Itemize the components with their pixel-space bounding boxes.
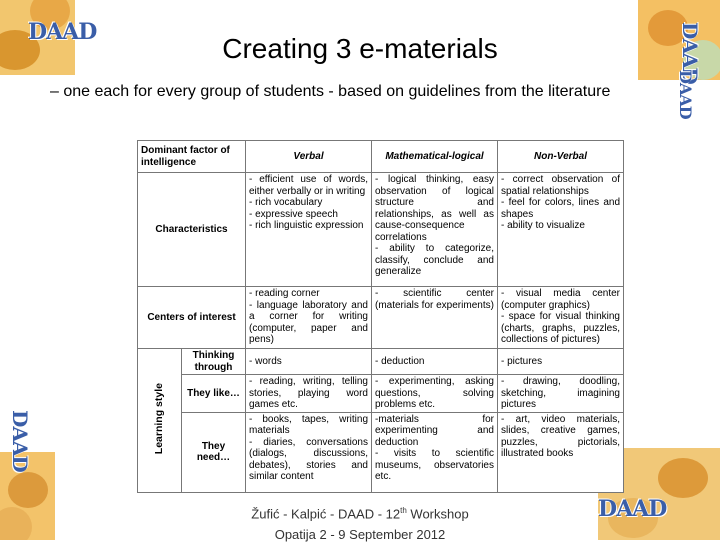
cell-need-verbal: - books, tapes, writing materials - diaries, conversations (dialogs, discussions, debates), stories and similar content (246, 412, 372, 492)
row-label-like: They like… (182, 375, 246, 413)
cell-like-nonverbal: - drawing, doodling, sketching, imagining pictures (498, 375, 624, 413)
daad-logo-right-second: DAAD (676, 70, 695, 119)
daad-logo-bottom-right: DAAD (598, 496, 667, 522)
cell-centers-verbal: - reading corner - language laboratory and a corner for writing (computer, paper and pens) (246, 287, 372, 349)
footer-line-2: Opatija 2 - 9 September 2012 (274, 527, 446, 543)
table-row-need (138, 412, 624, 492)
daad-logo-bottom-left: DAAD (8, 410, 32, 472)
header-non-verbal: Non-Verbal (498, 141, 624, 173)
cell-characteristics-verbal: - efficient use of words, either verbally or in writing - rich vocabulary - expressive speech - rich linguistic expression (246, 173, 372, 287)
daad-logo-top-left: DAAD (28, 19, 97, 45)
daad-logo-top-right: DAAD (678, 22, 702, 84)
cell-thinking-math: - deduction (372, 349, 498, 375)
header-math-logical: Mathematical-logical (372, 141, 498, 173)
cell-thinking-nonverbal: - pictures (498, 349, 624, 375)
cell-centers-nonverbal: - visual media center (computer graphics) - space for visual thinking (charts, graphs, puzzles, collections of pictures) (498, 287, 624, 349)
table-row-like (138, 375, 624, 413)
header-verbal: Verbal (246, 141, 372, 173)
row-label-thinking: Thinking through (182, 349, 246, 375)
cell-centers-math: - scientific center (materials for experiments) (372, 287, 498, 349)
cell-like-verbal: - reading, writing, telling stories, playing word games etc. (246, 375, 372, 413)
learning-style-label: Learning style (152, 382, 165, 455)
table-row-centers (138, 287, 624, 349)
cell-need-nonverbal: - art, video materials, slides, creative games, puzzles, pictorials, illustrated books (498, 412, 624, 492)
table-header-row (138, 141, 624, 173)
header-dominant-factor: Dominant factor of intelligence (138, 141, 246, 173)
footer-line-1 (210, 500, 510, 524)
footer-authors: Žufić - Kalpić - DAAD - 12 (251, 506, 401, 522)
row-label-need: They need… (182, 412, 246, 492)
slide-subtitle: – one each for every group of students - based on guidelines from the literature (50, 83, 611, 100)
table-row-thinking (138, 349, 624, 375)
intelligence-table (137, 140, 624, 493)
slide-title: Creating 3 e-materials (222, 33, 498, 64)
slide-footer (210, 500, 510, 545)
row-label-centers: Centers of interest (138, 287, 246, 349)
cell-thinking-verbal: - words (246, 349, 372, 375)
footer-superscript: th (400, 506, 407, 515)
cell-characteristics-math: - logical thinking, easy observation of logical structure and relationships, as well as cause-consequence correlations - ability to categorize, classify, conclude and generalize (372, 173, 498, 287)
table-row-characteristics (138, 173, 624, 287)
cell-need-math: -materials for experimenting and deduction - visits to scientific museums, observatories etc. (372, 412, 498, 492)
cell-like-math: - experimenting, asking questions, solving problems etc. (372, 375, 498, 413)
row-label-characteristics: Characteristics (138, 173, 246, 287)
learning-style-cell (138, 349, 182, 493)
footer-workshop: Workshop (406, 506, 469, 522)
cell-characteristics-nonverbal: - correct observation of spatial relationships - feel for colors, lines and shapes - ability to visualize (498, 173, 624, 287)
